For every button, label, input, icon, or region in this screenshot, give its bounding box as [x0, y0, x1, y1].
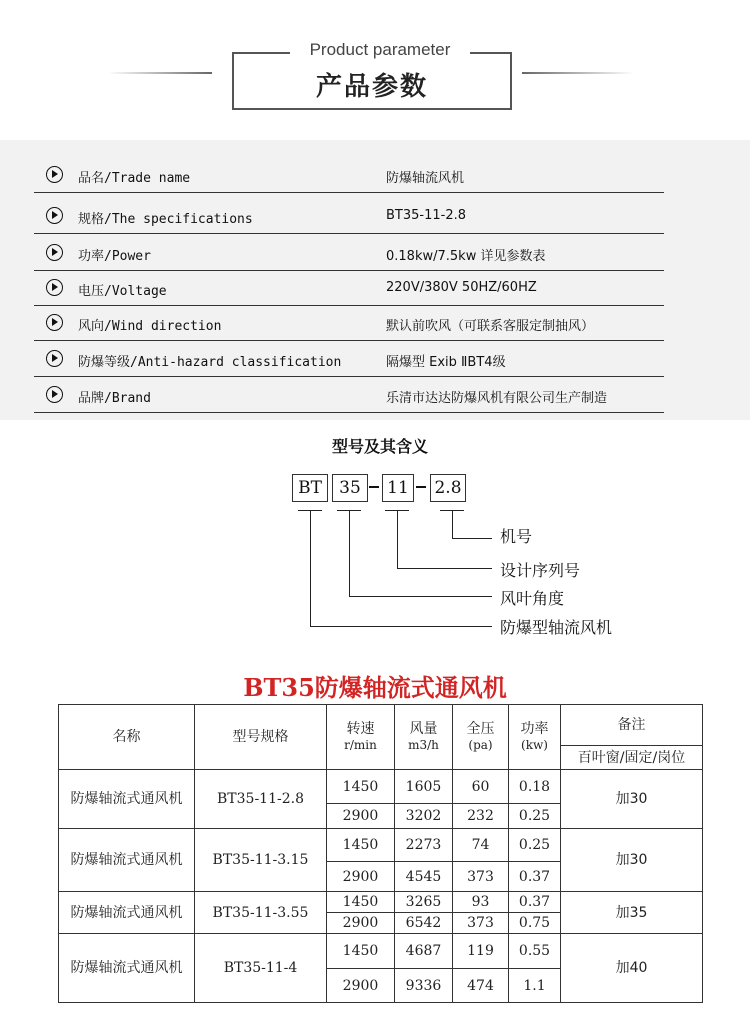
header-title-en: Product parameter: [309, 40, 451, 59]
cell-speed: 1450: [327, 892, 395, 913]
spec-table: [58, 704, 703, 1003]
header-divider-right: [522, 72, 634, 74]
header-pressure-unit: (pa): [468, 738, 493, 752]
model-segment-2-8: 2.8: [430, 474, 466, 502]
cell-power: 0.25: [509, 804, 561, 829]
header-model: 型号规格: [195, 705, 327, 770]
cell-pressure: 119: [453, 934, 509, 969]
annotation-blade-angle: 风叶角度: [500, 589, 565, 608]
param-row-wind-direction: [34, 306, 664, 341]
param-value: BT35-11-2.8: [386, 208, 466, 223]
param-label: 规格/The specifications: [78, 212, 253, 227]
arrow-circle-icon: [46, 166, 63, 183]
cell-speed: 2900: [327, 862, 395, 892]
arrow-circle-icon: [46, 207, 63, 224]
param-label: 风向/Wind direction: [78, 319, 222, 334]
cell-pressure: 60: [453, 770, 509, 804]
cell-power: 0.75: [509, 913, 561, 934]
cell-flow: 2273: [395, 829, 453, 862]
header-divider-left: [108, 72, 212, 74]
cell-note: 加30: [561, 770, 703, 829]
cell-pressure: 373: [453, 862, 509, 892]
arrow-circle-icon: [46, 314, 63, 331]
cell-speed: 1450: [327, 770, 395, 804]
header-flow-label: 风量: [409, 721, 438, 737]
param-row-hazard-class: [34, 342, 664, 377]
cell-name: 防爆轴流式通风机: [59, 892, 195, 934]
cell-speed: 2900: [327, 804, 395, 829]
header-power-label: 功率: [520, 721, 549, 737]
header-frame-top-left: [232, 52, 290, 54]
cell-power: 0.55: [509, 934, 561, 969]
leader-blade-angle-h: [349, 596, 492, 597]
header-section: [0, 0, 750, 140]
header-power: [509, 705, 561, 770]
param-row-trade-name: [34, 158, 664, 193]
model-segment-11: 11: [382, 474, 414, 502]
param-value: 220V/380V 50HZ/60HZ: [386, 280, 537, 295]
param-value: 防爆轴流风机: [386, 171, 465, 186]
param-row-voltage: [34, 271, 664, 306]
annotation-machine-no: 机号: [500, 527, 533, 546]
model-dash: [369, 486, 379, 488]
header-power-unit: (kw): [521, 738, 548, 752]
cell-flow: 4687: [395, 934, 453, 969]
cell-speed: 2900: [327, 913, 395, 934]
leader-machine-no-h: [452, 538, 492, 539]
annotation-fan-type: 防爆型轴流风机: [500, 618, 613, 637]
header-note: 备注: [561, 705, 703, 746]
cell-flow: 1605: [395, 770, 453, 804]
header-title-cn: 产品参数: [315, 72, 428, 102]
arrow-circle-icon: [46, 386, 63, 403]
header-flow: [395, 705, 453, 770]
model-dash: [416, 486, 426, 488]
cell-pressure: 93: [453, 892, 509, 913]
cell-model: BT35-11-3.55: [195, 892, 327, 934]
cell-power: 1.1: [509, 969, 561, 1003]
model-segment-bt: BT: [292, 474, 328, 502]
cell-speed: 1450: [327, 934, 395, 969]
arrow-circle-icon: [46, 244, 63, 261]
cell-name: 防爆轴流式通风机: [59, 934, 195, 1003]
cell-pressure: 232: [453, 804, 509, 829]
model-meaning-section: [0, 420, 750, 650]
model-segment-35: 35: [332, 474, 368, 502]
cell-pressure: 373: [453, 913, 509, 934]
cell-speed: 1450: [327, 829, 395, 862]
cell-name: 防爆轴流式通风机: [59, 829, 195, 892]
header-pressure: [453, 705, 509, 770]
param-label: 品牌/Brand: [78, 391, 151, 406]
param-row-brand: [34, 378, 664, 413]
table-row: [59, 892, 703, 913]
table-row: [59, 770, 703, 804]
cell-pressure: 74: [453, 829, 509, 862]
cell-pressure: 474: [453, 969, 509, 1003]
cell-flow: 6542: [395, 913, 453, 934]
param-value: 隔爆型 Exib ⅡBT4级: [386, 355, 506, 370]
cell-power: 0.25: [509, 829, 561, 862]
param-label: 电压/Voltage: [78, 284, 167, 299]
header-speed-unit: r/min: [344, 738, 377, 752]
leader-blade-angle: [349, 510, 350, 596]
header-note-sub: 百叶窗/固定/岗位: [561, 746, 703, 770]
leader-series-no-h: [397, 568, 492, 569]
cell-power: 0.37: [509, 862, 561, 892]
cell-model: BT35-11-2.8: [195, 770, 327, 829]
param-row-specifications: [34, 199, 664, 234]
table-header-row: [59, 705, 703, 746]
header-frame-top-right: [470, 52, 510, 54]
cell-note: 加40: [561, 934, 703, 1003]
model-meaning-title: 型号及其含义: [331, 437, 428, 456]
cell-model: BT35-11-4: [195, 934, 327, 1003]
leader-fan-type: [310, 510, 311, 626]
cell-model: BT35-11-3.15: [195, 829, 327, 892]
cell-note: 加30: [561, 829, 703, 892]
param-value: 乐清市达达防爆风机有限公司生产制造: [386, 391, 608, 406]
param-value: 默认前吹风（可联系客服定制抽风）: [386, 319, 595, 334]
cell-flow: 4545: [395, 862, 453, 892]
header-speed-label: 转速: [346, 721, 375, 737]
annotation-series-no: 设计序列号: [500, 561, 581, 580]
header-flow-unit: m3/h: [408, 738, 439, 752]
leader-machine-no: [452, 510, 453, 538]
cell-power: 0.37: [509, 892, 561, 913]
cell-flow: 3265: [395, 892, 453, 913]
cell-speed: 2900: [327, 969, 395, 1003]
header-name: 名称: [59, 705, 195, 770]
table-title: BT35防爆轴流式通风机: [243, 673, 507, 702]
cell-power: 0.18: [509, 770, 561, 804]
arrow-circle-icon: [46, 279, 63, 296]
param-label: 品名/Trade name: [78, 171, 191, 186]
param-value: 0.18kw/7.5kw 详见参数表: [386, 249, 546, 264]
leader-fan-type-h: [310, 626, 492, 627]
header-speed: [327, 705, 395, 770]
param-row-power: [34, 236, 664, 271]
arrow-circle-icon: [46, 350, 63, 367]
table-row: [59, 934, 703, 969]
cell-name: 防爆轴流式通风机: [59, 770, 195, 829]
header-pressure-label: 全压: [466, 721, 495, 737]
cell-flow: 3202: [395, 804, 453, 829]
parameter-list: [0, 140, 750, 420]
cell-flow: 9336: [395, 969, 453, 1003]
cell-note: 加35: [561, 892, 703, 934]
param-label: 防爆等级/Anti-hazard classification: [78, 355, 342, 370]
param-label: 功率/Power: [78, 249, 151, 264]
leader-series-no: [397, 510, 398, 568]
table-row: [59, 829, 703, 862]
